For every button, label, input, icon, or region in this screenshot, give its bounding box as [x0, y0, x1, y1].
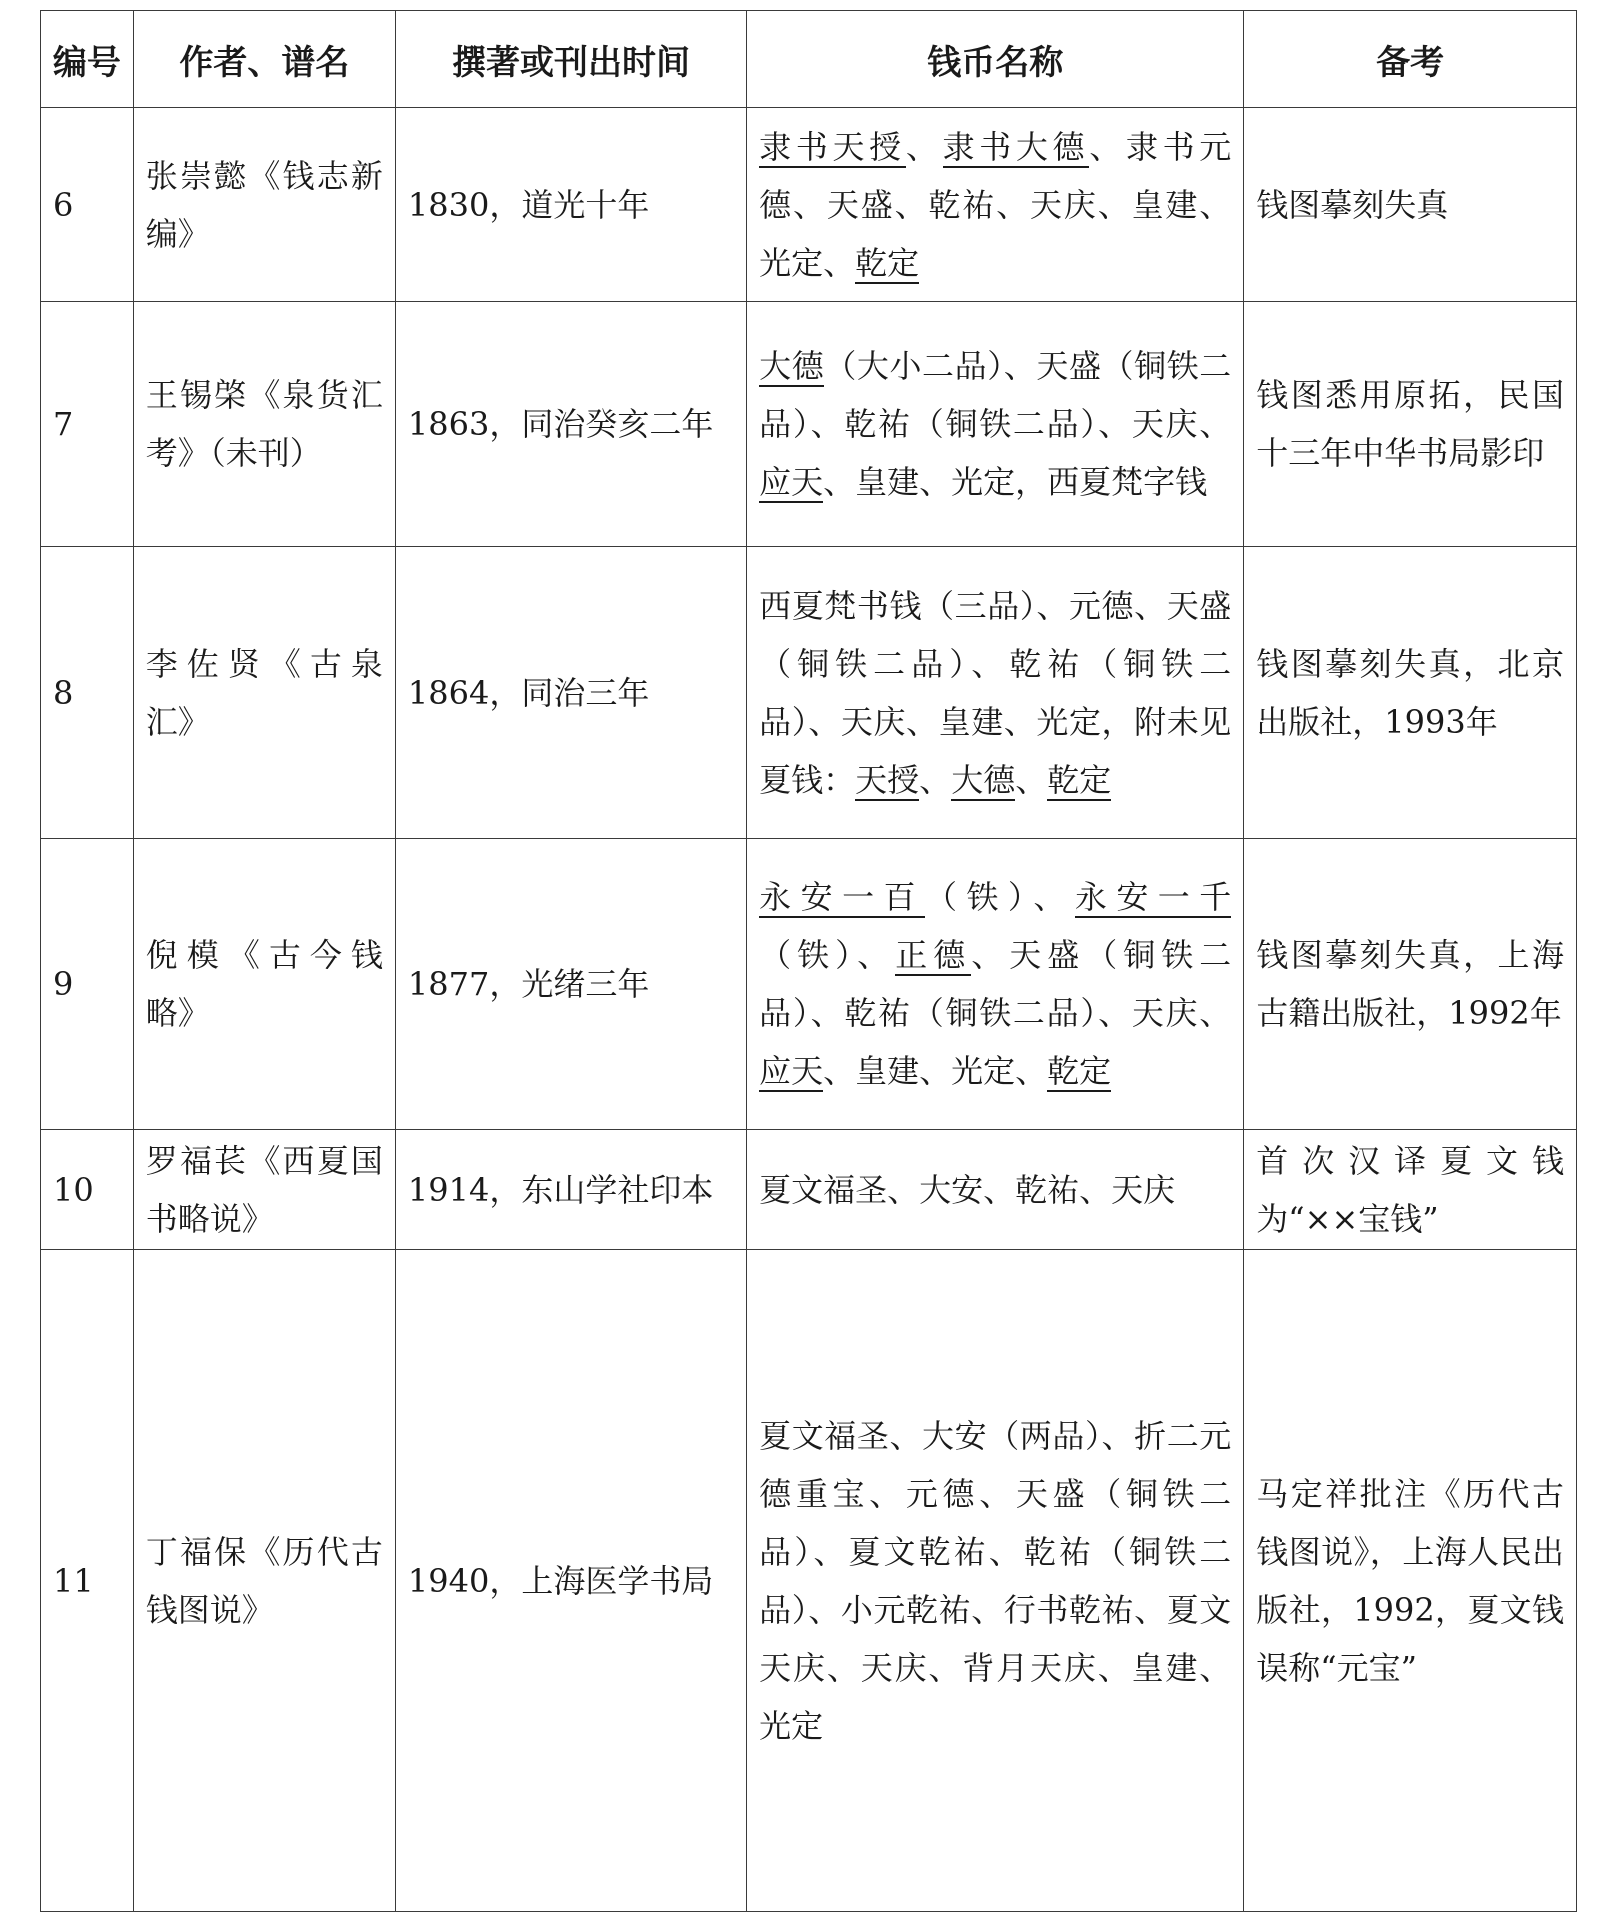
coin-name-text: 、隶书元德、天盛、乾祐、天庆、皇建、光定、 — [759, 127, 1232, 282]
underlined-coin-name: 隶书大德 — [942, 127, 1090, 166]
publish-time: 1940，上海医学书局 — [395, 1250, 746, 1912]
coin-name-text: 、天盛（铜铁二品）、乾祐（铜铁二品）、天庆、 — [759, 936, 1232, 1032]
underlined-coin-name: 乾定 — [1047, 1052, 1112, 1090]
underlined-coin-name: 应天 — [759, 1052, 824, 1090]
publish-time: 1830，道光十年 — [395, 108, 746, 302]
header-time: 撰著或刊出时间 — [395, 11, 746, 108]
coin-name-text: 、皇建、光定、 — [823, 1052, 1048, 1090]
remarks: 钱图摹刻失真 — [1244, 108, 1577, 302]
table-row — [41, 1250, 1577, 1912]
row-number: 6 — [41, 108, 134, 302]
table-row — [41, 547, 1577, 839]
row-number: 9 — [41, 839, 134, 1130]
table-row — [41, 108, 1577, 302]
header-coins: 钱币名称 — [747, 11, 1244, 108]
coin-name-text: 夏文福圣、大安、乾祐、天庆 — [759, 1170, 1176, 1209]
publish-time: 1914，东山学社印本 — [395, 1130, 746, 1250]
header-author: 作者、谱名 — [133, 11, 395, 108]
coin-name-text: （铁）、 — [759, 936, 896, 974]
coin-name-text: 夏文福圣、大安（两品）、折二元德重宝、元德、天盛（铜铁二品）、夏文乾祐、乾祐（铜铁二品）、小元乾祐、行书乾祐、夏文天庆、天庆、背月天庆、皇建、光定 — [759, 1416, 1232, 1745]
remarks: 钱图摹刻失真，上海古籍出版社，1992年 — [1244, 839, 1577, 1130]
coin-names — [747, 108, 1244, 302]
remarks: 马定祥批注《历代古钱图说》，上海人民出版社，1992，夏文钱误称“元宝” — [1244, 1250, 1577, 1912]
underlined-coin-name: 天授 — [855, 760, 920, 799]
publish-time: 1864，同治三年 — [395, 547, 746, 839]
underlined-coin-name: 大德 — [951, 760, 1016, 799]
header-row — [41, 11, 1577, 108]
header-notes: 备考 — [1244, 11, 1577, 108]
coin-names — [747, 302, 1244, 547]
coin-name-text: 、 — [1015, 760, 1048, 799]
row-number: 11 — [41, 1250, 134, 1912]
table-row — [41, 302, 1577, 547]
author-title: 罗福苌《西夏国书略说》 — [133, 1130, 395, 1250]
coin-names — [747, 1130, 1244, 1250]
remarks: 首次汉译夏文钱为“××宝钱” — [1244, 1130, 1577, 1250]
remarks: 钱图悉用原拓，民国十三年中华书局影印 — [1244, 302, 1577, 547]
coin-name-text: 、皇建、光定，西夏梵字钱 — [823, 463, 1208, 501]
coin-catalog-table — [40, 10, 1577, 1912]
author-title: 王锡棨《泉货汇考》（未刊） — [133, 302, 395, 547]
underlined-coin-name: 乾定 — [1047, 760, 1112, 799]
coin-names — [747, 1250, 1244, 1912]
coin-name-text: 、 — [905, 127, 943, 166]
coin-name-text: （大小二品）、天盛（铜铁二品）、乾祐（铜铁二品）、天庆、 — [759, 347, 1232, 443]
coin-names — [747, 547, 1244, 839]
remarks: 钱图摹刻失真，北京出版社，1993年 — [1244, 547, 1577, 839]
underlined-coin-name: 正德 — [895, 936, 972, 974]
table-row — [41, 1130, 1577, 1250]
header-no: 编号 — [41, 11, 134, 108]
author-title: 倪模《古今钱略》 — [133, 839, 395, 1130]
underlined-coin-name: 永安一千 — [1074, 878, 1232, 916]
coin-names — [747, 839, 1244, 1130]
underlined-coin-name: 大德 — [759, 347, 825, 385]
row-number: 10 — [41, 1130, 134, 1250]
table-row — [41, 839, 1577, 1130]
row-number: 8 — [41, 547, 134, 839]
author-title: 丁福保《历代古钱图说》 — [133, 1250, 395, 1912]
underlined-coin-name: 乾定 — [855, 243, 920, 282]
underlined-coin-name: 隶书天授 — [759, 127, 906, 166]
publish-time: 1863，同治癸亥二年 — [395, 302, 746, 547]
underlined-coin-name: 永安一百 — [759, 878, 925, 916]
author-title: 张崇懿《钱志新编》 — [133, 108, 395, 302]
coin-name-text: 、 — [919, 760, 952, 799]
author-title: 李佐贤《古泉汇》 — [133, 547, 395, 839]
underlined-coin-name: 应天 — [759, 463, 824, 501]
row-number: 7 — [41, 302, 134, 547]
coin-name-text: 西夏梵书钱（三品）、元德、天盛（铜铁二品）、乾祐（铜铁二品）、天庆、皇建、光定，附未见夏钱： — [759, 586, 1232, 799]
coin-name-text: （铁）、 — [925, 878, 1075, 916]
publish-time: 1877，光绪三年 — [395, 839, 746, 1130]
